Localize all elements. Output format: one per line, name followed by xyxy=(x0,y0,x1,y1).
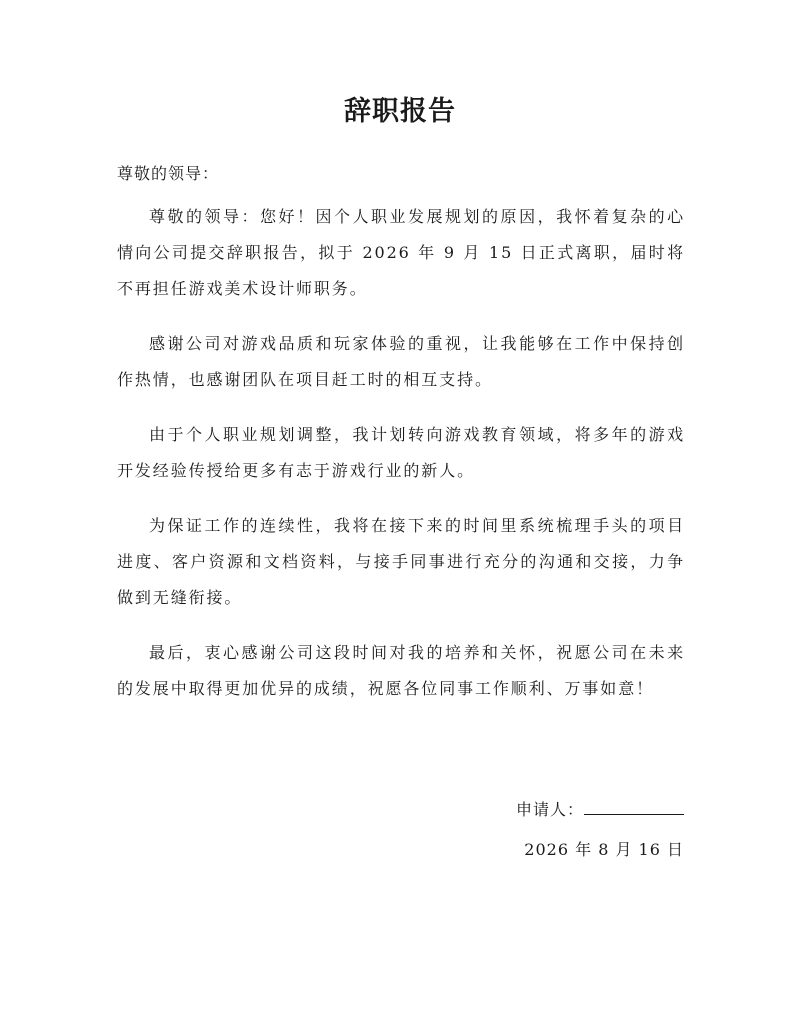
signature-line xyxy=(584,796,684,815)
document-date: 2026 年 8 月 16 日 xyxy=(524,840,684,859)
document-body xyxy=(117,199,685,726)
paragraph: 尊敬的领导：您好！因个人职业发展规划的原因，我怀着复杂的心情向公司提交辞职报告，拟于 2026 年 9 月 15 日正式离职，届时将不再担任游戏美术设计师职务。 xyxy=(117,207,685,298)
paragraph: 最后，衷心感谢公司这段时间对我的培养和关怀，祝愿公司在未来的发展中取得更加优异的成绩，祝愿各位同事工作顺利、万事如意！ xyxy=(117,643,685,698)
document-title: 辞职报告 xyxy=(344,96,456,127)
salutation: 尊敬的领导： xyxy=(117,164,220,183)
paragraph: 为保证工作的连续性，我将在接下来的时间里系统梳理手头的项目进度、客户资源和文档资料，与接手同事进行充分的沟通和交接，力争做到无缝衔接。 xyxy=(117,516,685,607)
signature-label: 申请人： xyxy=(515,800,584,819)
signature-block xyxy=(516,796,684,822)
paragraph: 由于个人职业规划调整，我计划转向游戏教育领域，将多年的游戏开发经验传授给更多有志于游戏行业的新人。 xyxy=(117,425,685,480)
paragraph: 感谢公司对游戏品质和玩家体验的重视，让我能够在工作中保持创作热情，也感谢团队在项目赶工时的相互支持。 xyxy=(117,334,685,389)
